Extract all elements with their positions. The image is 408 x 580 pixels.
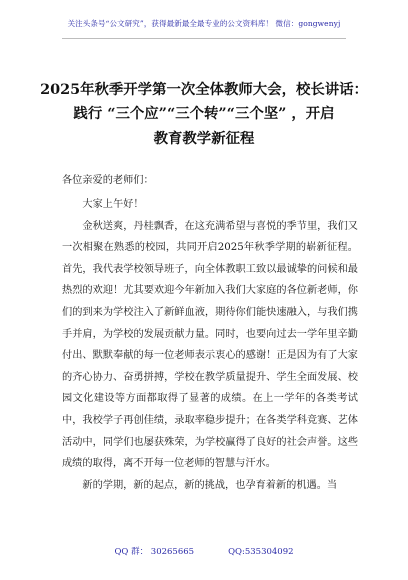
title-line-2: 践行 “三个应”“三个转”“三个坚” ，开启 [73,105,335,123]
body-text [62,194,358,496]
title-line-3: 教育教学新征程 [153,129,255,147]
title-line-1: 2025年秋季开学第一次全体教师大会，校长讲话： [40,81,368,98]
header-note: 关注头条号“公文研究”，获得最新最全最专业的公文资料库！ 微信：gongwenyj [67,19,341,28]
paragraph-greeting: 大家上午好！ [82,199,144,210]
salutation: 各位亲爱的老师们： [62,175,154,186]
paragraph-opening: 金秋送爽，丹桂飘香，在这充满希望与喜悦的季节里，我们又一次相聚在熟悉的校园，共同开启2025年秋季学期的崭新征程。首先，我代表学校领导班子，向全体教职工致以最诚挚的问候和最热烈的欢迎！尤其要欢迎今年新加入我们大家庭的各位新老师，你们的到来为学校注入了新鲜血液，期待你们能快速融入，与我们携手并肩，为学校的发展贡献力量。同时，也要向过去一学年里辛勤付出、默默奉献的每一位老师表示衷心的感谢！正是因为有了大家的齐心协力、奋勇拼搏，学校在教学质量提升、学生全面发展、校园文化建设等方面都取得了显著的成绩。在上一学年的各类考试中，我校学子再创佳绩，录取率稳步提升；在各类学科竞赛、艺体活动中，同学们也屡获殊荣，为学校赢得了良好的社会声誉。这些成绩的取得，离不开每一位老师的智慧与汗水。 [62,220,358,470]
footer-qq-number: QQ:535304092 [228,547,294,557]
header-divider [62,38,346,39]
document-title [40,78,368,151]
paragraph-new-term: 新的学期，新的起点，新的挑战，也孕育着新的机遇。当 [82,479,338,491]
footer [0,545,408,557]
footer-qq-group: QQ 群： 30265665 [114,547,195,557]
